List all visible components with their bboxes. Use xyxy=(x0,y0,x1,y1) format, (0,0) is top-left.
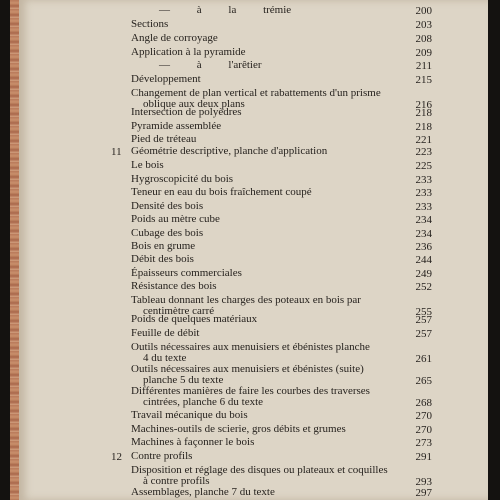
toc-page-number: 255 xyxy=(415,305,432,318)
page-edge xyxy=(10,0,19,500)
toc-page-number: 297 xyxy=(415,487,432,499)
toc-page-number: 293 xyxy=(415,475,432,488)
toc-entry-title: Hygroscopicité du bois xyxy=(131,173,234,185)
toc-page-number: 203 xyxy=(415,19,432,31)
toc-entry-title: Outils nécessaires aux menuisiers et ébénistes (suite) xyxy=(131,363,364,375)
toc-entry-title: Disposition et réglage des disques ou plateaux et coquilles xyxy=(131,464,388,476)
toc-entry-title: Machines à façonner le bois xyxy=(131,436,255,448)
toc-entry-title-continued: oblique aux deux plans xyxy=(143,97,245,110)
toc-entry-title: Résistance des bois xyxy=(131,280,217,292)
toc-entry-title: Poids au mètre cube xyxy=(131,213,220,225)
toc-entry-title: Teneur en eau du bois fraîchement coupé xyxy=(131,186,312,198)
toc-entry-title: Densité des bois xyxy=(131,200,204,212)
toc-entry-title: Feuille de débit xyxy=(131,327,200,339)
toc-entry-title: Pied de tréteau xyxy=(131,133,197,145)
toc-entry-title: Bois en grume xyxy=(131,240,196,252)
toc-entry-title: Sections xyxy=(131,18,169,30)
toc-page-number: 221 xyxy=(415,134,432,146)
toc-entry-title: Poids de quelques matériaux xyxy=(131,313,258,325)
toc-entry-title-continued: planche 5 du texte xyxy=(143,373,224,386)
toc-page-number: 208 xyxy=(415,33,432,45)
toc-page-number: 223 xyxy=(415,146,432,158)
toc-page-number: 216 xyxy=(415,98,432,111)
toc-page-number: 211 xyxy=(415,60,432,72)
toc-entry-title-continued: 4 du texte xyxy=(143,351,187,364)
toc-entry-title: Angle de corroyage xyxy=(131,32,218,44)
toc-page-number: 261 xyxy=(415,352,432,365)
toc-page-number: 244 xyxy=(415,254,432,266)
toc-page-number: 236 xyxy=(415,241,432,253)
toc-entry-title: — à l'arêtier xyxy=(159,59,262,71)
toc-page-number: 200 xyxy=(415,5,432,17)
toc-entry-title: Tableau donnant les charges des poteaux en bois par xyxy=(131,294,361,306)
toc-page-number: 252 xyxy=(415,281,432,293)
toc-page-number: 209 xyxy=(415,47,432,59)
toc-page-number: 273 xyxy=(415,437,432,449)
toc-entry-title: Machines-outils de scierie, gros débits et grumes xyxy=(131,423,346,435)
chapter-number: 11 xyxy=(111,146,122,158)
toc-page-number: 234 xyxy=(415,228,432,240)
toc-page-number: 265 xyxy=(415,374,432,387)
toc-entry-title-continued: centimètre carré xyxy=(143,304,215,317)
toc-page-number: 218 xyxy=(415,107,432,119)
toc-entry-title: Contre profils xyxy=(131,450,193,462)
toc-entry-title: — à la trémie xyxy=(159,4,292,16)
toc-page-number: 233 xyxy=(415,187,432,199)
toc-entry-title: Pyramide assemblée xyxy=(131,120,222,132)
toc-page-number: 218 xyxy=(415,121,432,133)
toc-page-number: 234 xyxy=(415,214,432,226)
toc-entry-title: Outils nécessaires aux menuisiers et ébénistes planche xyxy=(131,341,370,353)
toc-page-number: 257 xyxy=(415,314,432,326)
chapter-number: 12 xyxy=(111,451,122,463)
toc-page-number: 225 xyxy=(415,160,432,172)
toc-page-number: 249 xyxy=(415,268,432,280)
toc-entry-title: Développement xyxy=(131,73,201,85)
toc-entry-title-continued: à contre profils xyxy=(143,474,210,487)
toc-entry-title: Changement de plan vertical et rabattements d'un prisme xyxy=(131,87,381,99)
table-of-contents xyxy=(19,0,488,500)
toc-entry-title-continued: cintrées, planche 6 du texte xyxy=(143,395,264,408)
toc-page-number: 270 xyxy=(415,410,432,422)
toc-entry-title: Le bois xyxy=(131,159,164,171)
toc-entry-title: Assemblages, planche 7 du texte xyxy=(131,486,275,498)
toc-entry-title: Cubage des bois xyxy=(131,227,204,239)
toc-page-number: 233 xyxy=(415,174,432,186)
toc-page-number: 268 xyxy=(415,396,432,409)
toc-entry-title: Travail mécanique du bois xyxy=(131,409,248,421)
toc-entry-title: Différentes manières de faire les courbes des traverses xyxy=(131,385,370,397)
toc-entry-title: Débit des bois xyxy=(131,253,194,265)
toc-entry-title: Intersection de polyèdres xyxy=(131,106,242,118)
toc-page-number: 233 xyxy=(415,201,432,213)
toc-page-number: 291 xyxy=(415,451,432,463)
toc-entry-title: Géométrie descriptive, planche d'application xyxy=(131,145,328,157)
toc-entry-title: Application à la pyramide xyxy=(131,46,246,58)
toc-page-number: 215 xyxy=(415,74,432,86)
toc-page-number: 270 xyxy=(415,424,432,436)
toc-entry-title: Épaisseurs commerciales xyxy=(131,267,242,279)
toc-page-number: 257 xyxy=(415,328,432,340)
